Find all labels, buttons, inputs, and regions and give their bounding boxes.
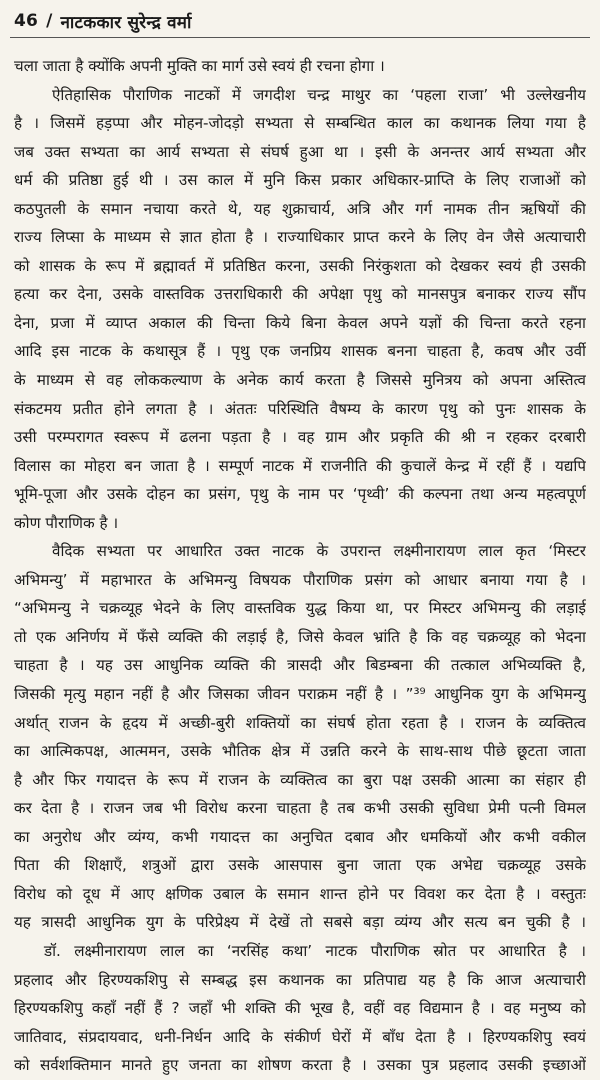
text-line: देना, प्रजा में व्याप्त अकाल की चिन्ता किये बिना केवल अपने यज्ञों की चिन्ता करते रहना bbox=[14, 313, 586, 332]
text-line: अर्थात् राजन के हृदय में अच्छी-बुरी शक्तियों का संघर्ष होता रहता है । राजन के व्यक्तित्व bbox=[14, 713, 586, 732]
text-line: को शासक के रूप में ब्रह्मावर्त में प्रतिष्ठित करना, उसकी निरंकुशता को देखकर स्वयं ही उसकी bbox=[14, 256, 586, 275]
text-line: उसी परम्परागत स्वरूप में ढलना पड़ता है । वह ग्राम और प्रकृति की श्री न रहकर दरबारी bbox=[14, 428, 586, 447]
text-line: यह त्रासदी आधुनिक युग के परिप्रेक्ष्य में देखें तो सबसे बड़ा व्यंग्य और सत्य बन चुकी है । bbox=[14, 913, 586, 932]
text-line: कोण पौराणिक है । bbox=[14, 513, 119, 532]
text-line: भूमि-पूजा और उसके दोहन का प्रसंग, पृथु के नाम पर ‘पृथ्वी’ की कल्पना तथा अन्य महत्वपूर्ण bbox=[14, 485, 586, 504]
header-separator: / bbox=[46, 11, 53, 31]
text-line: जब उक्त सभ्यता का आर्य सभ्यता से संघर्ष हुआ था । इसी के अनन्तर आर्य सभ्यता और bbox=[14, 142, 586, 161]
text-line: का अनुरोध और व्यंग्य, कभी गयादत्त का अनुचित दबाव और धमकियों और कभी वकील bbox=[14, 827, 586, 846]
text-line: विलास का मोहरा बन जाता है । सम्पूर्ण नाटक में राजनीति की कुचालें केन्द्र में रहीं हैं । यद्यपि bbox=[14, 456, 586, 475]
text-line: हिरण्यकशिपु कहाँ नहीं हैं ? जहाँ भी शक्ति की भूख है, वहीं वह विद्यमान है । वह मनुष्य को bbox=[14, 999, 586, 1018]
text-line: जातिवाद, संप्रदायवाद, धनी-निर्धन आदि के संकीर्ण घेरों में बाँध देता है । हिरण्यकशिपु स्वयं bbox=[14, 1027, 586, 1046]
text-line: राज्य लिप्सा के माध्यम से ज्ञात होता है । राज्याधिकार प्राप्त करने के लिए वेन जैसे अत्याचारी bbox=[14, 228, 586, 247]
text-line: वैदिक सभ्यता पर आधारित उक्त नाटक के उपरान्त लक्ष्मीनारायण लाल कृत ‘मिस्टर bbox=[52, 542, 586, 561]
text-line: विरोध को दूध में आए क्षणिक उबाल के समान शान्त होने पर विवश कर देता है । वस्तुतः bbox=[14, 884, 586, 903]
running-title: नाटककार सुरेन्द्र वर्मा bbox=[60, 12, 192, 33]
text-line: पिता की शिक्षाएँ, शत्रुओं द्वारा उसके आसपास बुना जाता एक अभेद्य चक्रव्यूह उसके bbox=[14, 856, 586, 875]
text-line: का आत्मिकपक्ष, आत्ममन, उसके भौतिक क्षेत्र में उन्नति करने के साथ-साथ पीछे छूटता जाता bbox=[14, 742, 586, 761]
text-line: कठपुतली के समान नचाया करते थे, यह शुक्राचार्य, अत्रि और गर्ग नामक तीन ऋषियों की bbox=[14, 199, 586, 218]
text-line: आदि इस नाटक के कथासूत्र हैं । पृथु एक जनप्रिय शासक बनना चाहता है, कवष और उर्वी bbox=[14, 342, 586, 361]
page-number: 46 bbox=[14, 11, 39, 31]
running-header bbox=[14, 6, 586, 36]
text-line: हत्या कर देना, उसके वास्तविक उत्तराधिकारी की अपेक्षा पृथु को मानसपुत्र बनाकर राज्य सौंप bbox=[14, 285, 586, 304]
text-line: चाहता है । यह उस आधुनिक व्यक्ति की त्रासदी और बिडम्बना की तत्काल अभिव्यक्ति है, bbox=[14, 656, 586, 675]
text-line: संकटमय प्रतीत होने लगता है । अंततः परिस्थिति वैषम्य के कारण पृथु को पुनः शासक के bbox=[14, 399, 586, 418]
text-line: धर्म की प्रतिष्ठा हुई थी । उस काल में मुनि किस प्रकार अधिकार-प्राप्ति के लिए राजाओं को bbox=[14, 171, 586, 190]
text-line: जिसकी मृत्यु महान नहीं है और जिसका जीवन पराक्रम नहीं है । ”³⁹ आधुनिक युग के अभिमन्यु bbox=[14, 685, 586, 704]
text-line: ऐतिहासिक पौराणिक नाटकों में जगदीश चन्द्र माथुर का ‘पहला राजा’ भी उल्लेखनीय bbox=[52, 85, 586, 104]
text-line: है और फिर गयादत्त के रूप में राजन के व्यक्तित्व का बुरा पक्ष उसकी आत्मा का संहार ही bbox=[14, 770, 586, 789]
text-line: तो एक अनिर्णय में फँसे व्यक्ति की लड़ाई है, जिसे केवल भ्रांति है कि वह चक्रव्यूह को भेदना bbox=[14, 627, 586, 646]
text-line: है । जिसमें हड़प्पा और मोहन-जोदड़ो सभ्यता से सम्बन्धित काल का कथानक लिया गया है bbox=[14, 114, 586, 133]
text-line: “अभिमन्यु ने चक्रव्यूह भेदने के लिए वास्तविक युद्ध किया था, पर मिस्टर अभिमन्यु की लड़ाई bbox=[14, 599, 586, 618]
text-line: डॉ. लक्ष्मीनारायण लाल का ‘नरसिंह कथा’ नाटक पौराणिक स्रोत पर आधारित है । bbox=[44, 941, 586, 960]
body-text bbox=[14, 52, 586, 1080]
text-line: कर देता है । राजन जब भी विरोध करना चाहता है तब कभी उसकी सुविधा प्रेमी पत्नी विमल bbox=[14, 799, 586, 818]
text-line: के माध्यम से वह लोककल्याण के अनेक कार्य करता है जिससे मुनित्रय को अपना अस्तित्व bbox=[14, 371, 586, 390]
text-line: को सर्वशक्तिमान मानते हुए जनता का शोषण करता है । उसका पुत्र प्रहलाद उसकी इच्छाओं bbox=[14, 1056, 586, 1075]
header-rule bbox=[10, 37, 590, 38]
text-line: अभिमन्यु’ में महाभारत के अभिमन्यु विषयक पौराणिक प्रसंग को आधार बनाया गया है । bbox=[14, 570, 586, 589]
text-line: चला जाता है क्योंकि अपनी मुक्ति का मार्ग उसे स्वयं ही रचना होगा । bbox=[14, 57, 385, 75]
text-line: प्रहलाद और हिरण्यकशिपु से सम्बद्ध इस कथानक का प्रतिपाद्य यह है कि आज अत्याचारी bbox=[14, 970, 586, 989]
